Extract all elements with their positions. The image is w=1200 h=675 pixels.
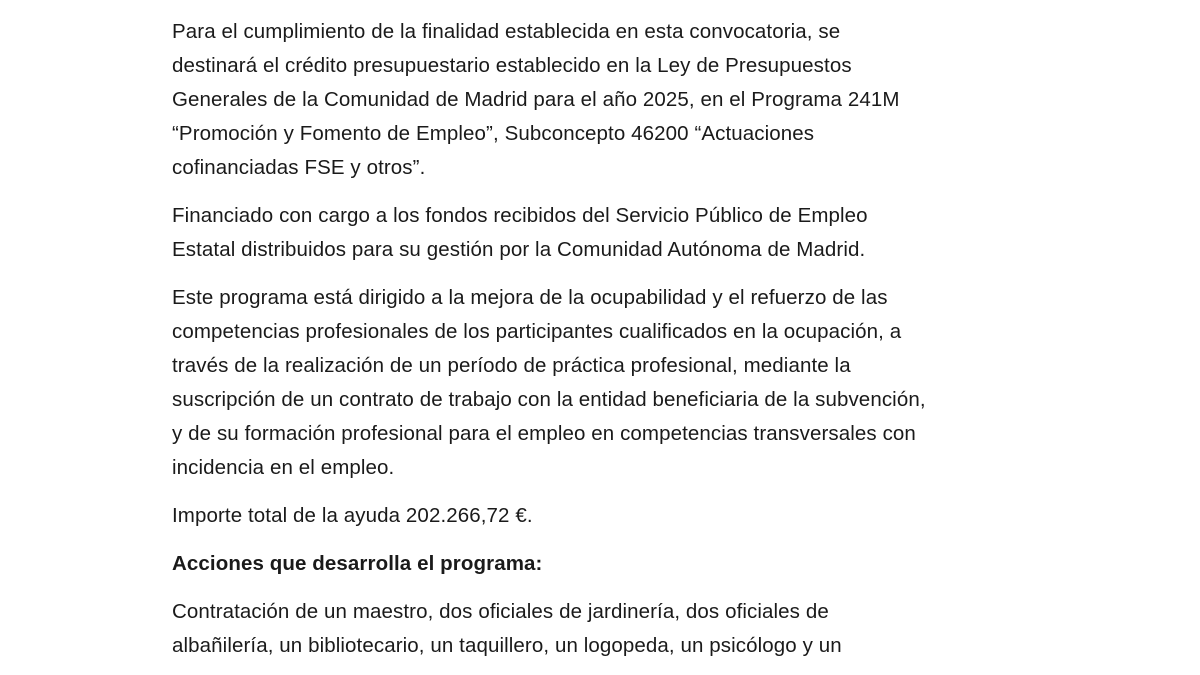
document-body bbox=[172, 15, 1052, 675]
paragraph-funding-source: Financiado con cargo a los fondos recibidos del Servicio Público de Empleo Estatal distribuidos para su gestión por la Comunidad Autónoma de Madrid. bbox=[172, 204, 868, 261]
paragraph-hiring-actions: Contratación de un maestro, dos oficiales de jardinería, dos oficiales de albañilería, un bibliotecario, un taquillero, un logopeda, un psicólogo y un bbox=[172, 600, 842, 657]
paragraph-budget-allocation: Para el cumplimiento de la finalidad establecida en esta convocatoria, se destinará el crédito presupuestario establecido en la Ley de Presupuestos Generales de la Comunidad de Madrid para el año 2025, en el Programa 241M “Promoción y Fomento de Empleo”, Subconcepto 46200 “Actuaciones cofinanciadas FSE y otros”. bbox=[172, 20, 900, 179]
paragraph-program-purpose: Este programa está dirigido a la mejora de la ocupabilidad y el refuerzo de las competencias profesionales de los participantes cualificados en la ocupación, a través de la realización de un período de práctica profesional, mediante la suscripción de un contrato de trabajo con la entidad beneficiaria de la subvención, y de su formación profesional para el empleo en competencias transversales con incidencia en el empleo. bbox=[172, 286, 926, 479]
paragraph-total-amount: Importe total de la ayuda 202.266,72 €. bbox=[172, 504, 533, 527]
section-heading-actions: Acciones que desarrolla el programa: bbox=[172, 552, 543, 575]
